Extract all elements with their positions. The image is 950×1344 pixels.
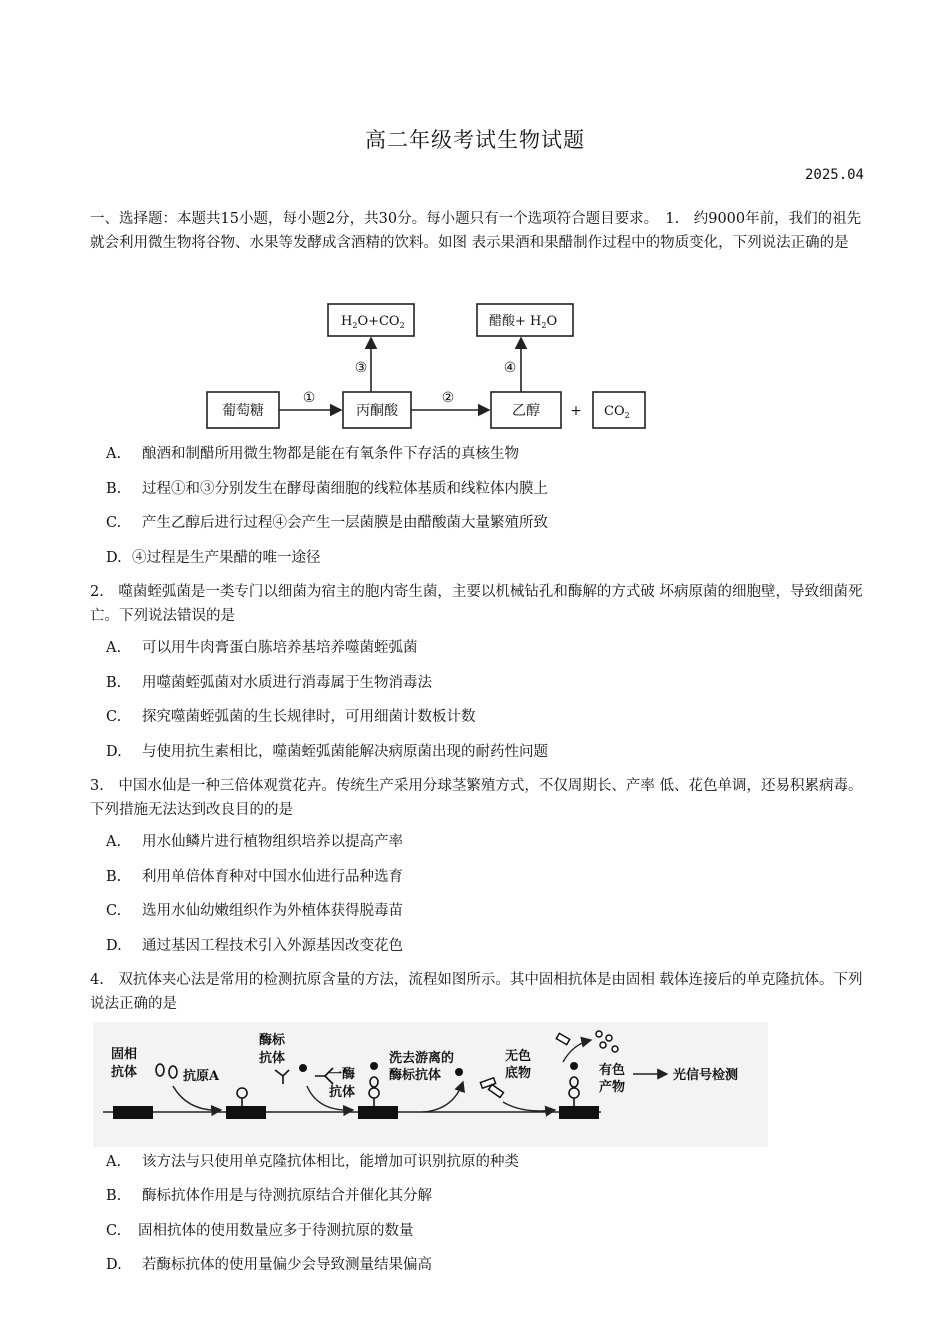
enzyme-icon [299,1064,307,1072]
section-intro: 一、选择题：本题共15小题，每小题2分，共30分。每小题只有一个选项符合题目要求。 [90,211,651,227]
solid-support-1 [113,1106,153,1119]
q4-option-a[interactable]: A. 该方法与只使用单克隆抗体相比，能增加可识别抗原的种类 [106,1154,519,1170]
step-4: ④ [503,360,517,376]
q4-option-c[interactable]: C. 固相抗体的使用数量应多于待测抗原的数量 [106,1223,414,1239]
acid-h2o-label: 醋酸+ $H_2O$ [489,314,558,330]
q1-option-c[interactable]: C. 产生乙醇后进行过程④会产生一层菌膜是由醋酸菌大量繁殖所致 [106,515,548,531]
elisa-diagram [93,1022,768,1147]
q2-option-a[interactable]: A. 可以用牛肉膏蛋白胨培养基培养噬菌蛭弧菌 [106,640,418,656]
q3-option-a[interactable]: A. 用水仙鳞片进行植物组织培养以提高产率 [106,834,403,850]
wash-label: 洗去游离的酶标抗体 [389,1051,455,1083]
secondary-antibody-label: 一酶抗体 [329,1067,356,1100]
exam-title: 高二年级考试生物试题 [365,128,585,152]
pyruvate-label: 丙酮酸 [356,403,398,419]
fermentation-diagram [195,292,665,442]
question-3-stem: 3. 中国水仙是一种三倍体观赏花卉。传统生产采用分球茎繁殖方式，不仅周期长、产率 低、花色单调，还易积累病毒。下列措施无法达到改良目的的是 [90,778,863,818]
enzyme-antibody-label: 酶标抗体 [259,1033,286,1066]
question-2-stem: 2. 噬菌蛭弧菌是一类专门以细菌为宿主的胞内寄生菌，主要以机械钻孔和酶解的方式破 坏病原菌的细胞壁，导致细菌死亡。下列说法错误的是 [90,584,863,624]
question-text: 约9000年前，我们的祖先就会利用微生物将谷物、水果等发酵成含酒精的饮料。如图 表示果酒和果醋制作过程中的物质变化，下列说法正确的是 [90,211,862,251]
product-label: 有色产物 [599,1063,626,1095]
detection-label: 光信号检测 [673,1068,739,1083]
product-icon [596,1031,602,1037]
solid-antibody-label: 固相抗体 [111,1047,138,1080]
q3-option-d[interactable]: D. 通过基因工程技术引入外源基因改变花色 [106,938,403,954]
q1-option-b[interactable]: B. 过程①和③分别发生在酵母菌细胞的线粒体基质和线粒体内膜上 [106,481,548,497]
glucose-label: 葡萄糖 [222,403,264,419]
plus-sign: + [570,403,582,419]
question-4-stem: 4. 双抗体夹心法是常用的检测抗原含量的方法，流程如图所示。其中固相抗体是由固相 载体连接后的单克隆抗体。下列说法正确的是 [90,972,863,1012]
solid-support-4 [559,1106,599,1119]
q3-option-c[interactable]: C. 选用水仙幼嫩组织作为外植体获得脱毒苗 [106,903,403,919]
solid-support-3 [358,1106,398,1119]
q1-option-a[interactable]: A. 酿酒和制醋所用微生物都是能在有氧条件下存活的真核生物 [106,446,519,462]
question-number: 1. [665,211,680,227]
substrate-label: 无色底物 [505,1049,532,1081]
step-1: ① [302,390,316,406]
antigen-a-label: 抗原A [183,1069,220,1084]
q4-option-d[interactable]: D. 若酶标抗体的使用量偏少会导致测量结果偏高 [106,1257,432,1273]
step-3: ③ [354,360,368,376]
co2-label: $CO_2$ [604,404,630,420]
q2-option-c[interactable]: C. 探究噬菌蛭弧菌的生长规律时，可用细菌计数板计数 [106,709,476,725]
question-1-stem [90,207,865,255]
ethanol-label: 乙醇 [512,403,540,419]
h2o-co2-label: $H_2O+CO_2$ [341,314,405,330]
exam-date: 2025.04 [804,167,864,183]
q1-option-d[interactable]: D. ④过程是生产果醋的唯一途径 [106,550,321,566]
solid-support-2 [226,1106,266,1119]
q2-option-b[interactable]: B. 用噬菌蛭弧菌对水质进行消毒属于生物消毒法 [106,675,432,691]
q2-option-d[interactable]: D. 与使用抗生素相比，噬菌蛭弧菌能解决病原菌出现的耐药性问题 [106,744,548,760]
step-2: ② [441,390,455,406]
q4-option-b[interactable]: B. 酶标抗体作用是与待测抗原结合并催化其分解 [106,1188,432,1204]
q3-option-b[interactable]: B. 利用单倍体育种对中国水仙进行品种选育 [106,869,403,885]
